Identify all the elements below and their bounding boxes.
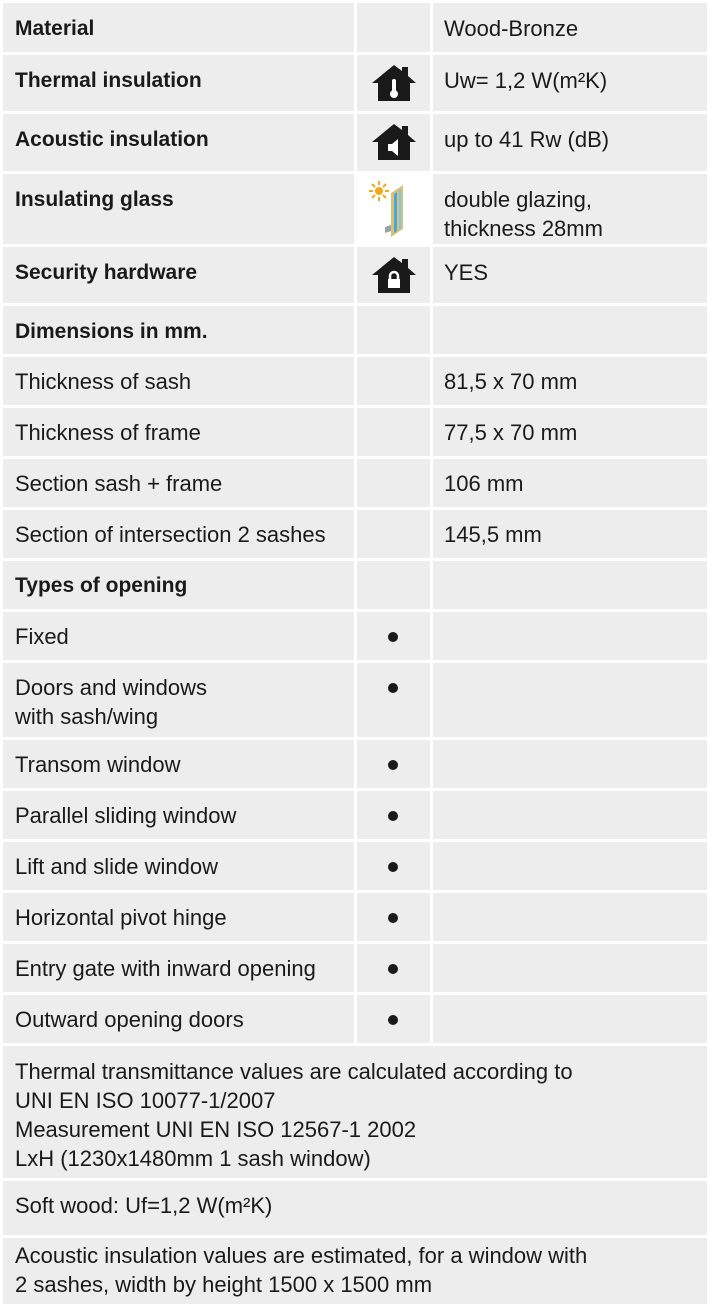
bullet-dot bbox=[388, 683, 398, 693]
list-item bbox=[0, 663, 710, 737]
table-row bbox=[0, 357, 710, 405]
openings-heading-row bbox=[0, 561, 710, 609]
acoustic-label: Acoustic insulation bbox=[15, 128, 209, 151]
table-row bbox=[0, 459, 710, 507]
bullet-dot bbox=[388, 1015, 398, 1025]
dimension-value: 106 mm bbox=[444, 471, 524, 496]
dimension-value: 81,5 x 70 mm bbox=[444, 369, 578, 394]
bullet-dot bbox=[388, 632, 398, 642]
material-value: Wood-Bronze bbox=[444, 16, 579, 41]
spec-row-glass bbox=[0, 174, 710, 244]
dimension-value: 145,5 mm bbox=[444, 522, 542, 547]
note-acoustic bbox=[0, 1238, 710, 1304]
opening-label: Parallel sliding window bbox=[15, 803, 237, 828]
house-speaker-icon bbox=[357, 114, 430, 171]
openings-heading: Types of opening bbox=[15, 574, 188, 597]
opening-label: Transom window bbox=[15, 752, 181, 777]
house-thermometer-icon bbox=[357, 55, 430, 111]
spec-row-acoustic bbox=[0, 114, 710, 171]
opening-label: Outward opening doors bbox=[15, 1007, 244, 1032]
dimension-value: 77,5 x 70 mm bbox=[444, 420, 578, 445]
dimension-label: Section of intersection 2 sashes bbox=[15, 522, 326, 547]
glass-value: double glazing, thickness 28mm bbox=[444, 187, 603, 241]
material-icon-cell bbox=[357, 3, 430, 52]
list-item bbox=[0, 893, 710, 941]
note-thermal bbox=[0, 1046, 710, 1178]
list-item bbox=[0, 944, 710, 992]
spec-row-security bbox=[0, 247, 710, 303]
list-item bbox=[0, 791, 710, 839]
bullet-dot bbox=[388, 964, 398, 974]
list-item bbox=[0, 842, 710, 890]
spec-row-thermal bbox=[0, 55, 710, 111]
security-label: Security hardware bbox=[15, 261, 198, 284]
dimension-label: Thickness of sash bbox=[15, 369, 192, 394]
note-softwood bbox=[0, 1181, 710, 1235]
opening-label: Horizontal pivot hinge bbox=[15, 905, 227, 930]
security-value: YES bbox=[444, 260, 489, 285]
dimensions-heading: Dimensions in mm. bbox=[15, 320, 208, 343]
opening-label: Doors and windows with sash/wing bbox=[15, 675, 207, 729]
bullet-dot bbox=[388, 913, 398, 923]
note-text: Thermal transmittance values are calculated according to UNI EN ISO 10077-1/2007 Measurement UNI EN ISO 12567-1 2002 LxH (1230x1480mm 1 sash window) bbox=[15, 1059, 573, 1171]
dimensions-heading-row bbox=[0, 306, 710, 354]
table-row bbox=[0, 510, 710, 558]
house-padlock-icon bbox=[357, 247, 430, 303]
thermal-value: Uw= 1,2 W(m²K) bbox=[444, 68, 608, 93]
note-text: Soft wood: Uf=1,2 W(m²K) bbox=[15, 1193, 273, 1218]
material-label: Material bbox=[15, 17, 95, 40]
list-item bbox=[0, 612, 710, 660]
glazing-sun-icon bbox=[357, 174, 430, 244]
thermal-label: Thermal insulation bbox=[15, 69, 202, 92]
list-item bbox=[0, 995, 710, 1043]
dimension-label: Thickness of frame bbox=[15, 420, 201, 445]
opening-label: Fixed bbox=[15, 624, 69, 649]
table-row bbox=[0, 408, 710, 456]
opening-label: Lift and slide window bbox=[15, 854, 219, 879]
bullet-dot bbox=[388, 760, 398, 770]
list-item bbox=[0, 740, 710, 788]
note-text: Acoustic insulation values are estimated, for a window with 2 sashes, width by height 1500 x 1500 mm bbox=[15, 1243, 588, 1297]
bullet-dot bbox=[388, 811, 398, 821]
spec-row-material bbox=[0, 3, 710, 52]
dimension-label: Section sash + frame bbox=[15, 471, 223, 496]
acoustic-value: up to 41 Rw (dB) bbox=[444, 127, 610, 152]
bullet-dot bbox=[388, 862, 398, 872]
opening-label: Entry gate with inward opening bbox=[15, 956, 316, 981]
glass-label: Insulating glass bbox=[15, 188, 174, 211]
